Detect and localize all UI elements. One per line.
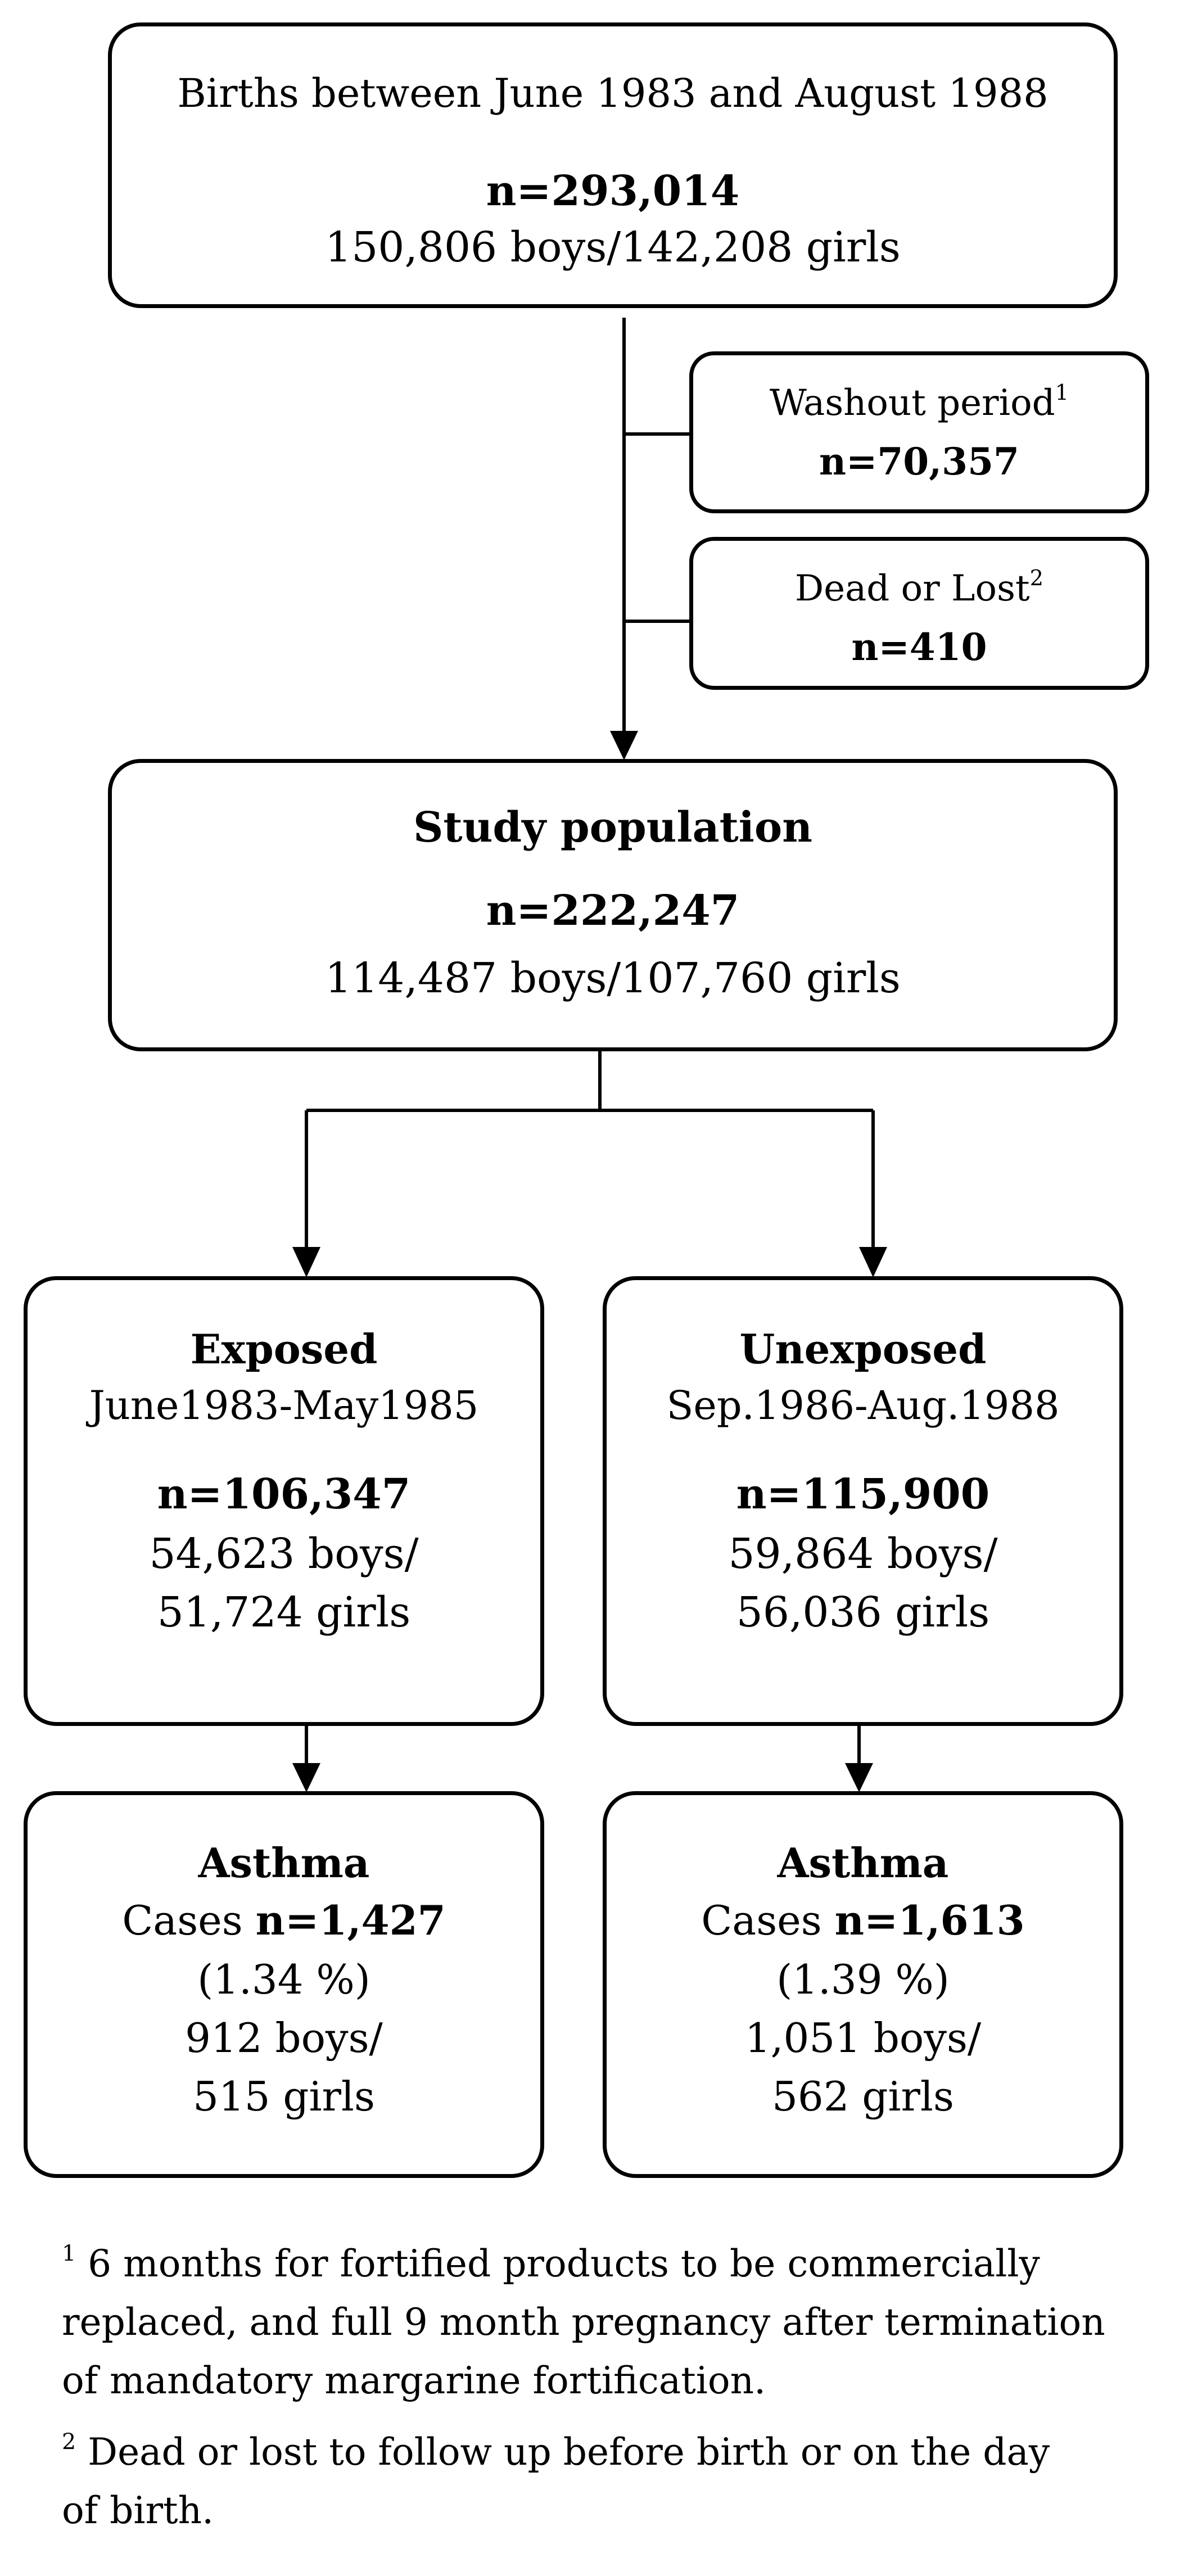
footnote-1-line-1: $^1$ 6 months for fortified products to be commercially (62, 2240, 1040, 2285)
births-sex-split: 150,806 boys/142,208 girls (325, 223, 901, 272)
unexposed-box (603, 1276, 1123, 1726)
asthma-exposed-percent: (1.34 %) (197, 1956, 370, 2003)
asthma-unexposed-percent: (1.39 %) (776, 1956, 950, 2003)
arrow-to-asthma-exposed (292, 1763, 320, 1792)
dead-lost-count: n=410 (851, 625, 987, 669)
births-box (108, 22, 1118, 308)
footnote-2 (62, 2423, 1130, 2540)
study-sex-split: 114,487 boys/107,760 girls (325, 954, 901, 1002)
washout-box (689, 351, 1149, 513)
footnote-2-mark: 2 (62, 2429, 76, 2455)
asthma-exposed-box (24, 1791, 544, 2178)
asthma-unexposed-cases-count: n=1,613 (834, 1896, 1025, 1944)
exposed-period: June1983-May1985 (89, 1382, 479, 1429)
study-title: Study population (413, 803, 813, 852)
arrow-to-unexposed (859, 1247, 887, 1277)
unexposed-period: Sep.1986-Aug.1988 (666, 1382, 1060, 1429)
exposed-boys: 54,623 boys/ (149, 1530, 419, 1578)
exposed-count: n=106,347 (157, 1470, 411, 1519)
study-population-box (108, 759, 1118, 1051)
unexposed-count: n=115,900 (736, 1470, 990, 1519)
unexposed-boys: 59,864 boys/ (728, 1530, 998, 1578)
asthma-exposed-cases-count: n=1,427 (255, 1896, 446, 1944)
washout-label: Washout period$^1$ (769, 380, 1069, 424)
asthma-unexposed-cases: Cases n=1,613 (701, 1896, 1025, 1944)
dead-lost-label: Dead or Lost$^2$ (794, 566, 1044, 609)
unexposed-girls: 56,036 girls (736, 1588, 990, 1637)
exposed-girls: 51,724 girls (157, 1588, 411, 1637)
washout-footnote-ref: 1 (1055, 380, 1069, 406)
asthma-exposed-title: Asthma (198, 1839, 370, 1887)
arrow-to-exposed (292, 1247, 320, 1277)
washout-count: n=70,357 (819, 440, 1019, 483)
births-title: Births between June 1983 and August 1988 (177, 70, 1049, 116)
footnote-1 (62, 2235, 1130, 2410)
footnote-2-line-1: $^2$ Dead or lost to follow up before birth or on the day (62, 2429, 1050, 2474)
study-count: n=222,247 (486, 887, 740, 935)
footnote-1-line-3: of mandatory margarine fortification. (62, 2359, 766, 2402)
asthma-unexposed-girls: 562 girls (772, 2073, 954, 2120)
exposed-box (24, 1276, 544, 1726)
asthma-exposed-girls: 515 girls (193, 2073, 375, 2120)
asthma-exposed-cases: Cases n=1,427 (122, 1896, 446, 1944)
arrow-to-study (610, 731, 638, 760)
arrow-to-asthma-unexposed (845, 1763, 873, 1792)
footnote-1-line-2: replaced, and full 9 month pregnancy after termination (62, 2301, 1105, 2344)
births-count: n=293,014 (486, 167, 740, 215)
asthma-exposed-boys: 912 boys/ (185, 2014, 383, 2062)
footnote-2-line-2: of birth. (62, 2489, 214, 2532)
unexposed-title: Unexposed (739, 1325, 987, 1373)
asthma-unexposed-title: Asthma (777, 1839, 949, 1887)
asthma-unexposed-box (603, 1791, 1123, 2178)
asthma-unexposed-boys: 1,051 boys/ (744, 2014, 982, 2062)
exposed-title: Exposed (190, 1325, 378, 1373)
dead-lost-footnote-ref: 2 (1029, 566, 1044, 591)
dead-lost-box (689, 537, 1149, 690)
footnote-1-mark: 1 (62, 2240, 76, 2267)
